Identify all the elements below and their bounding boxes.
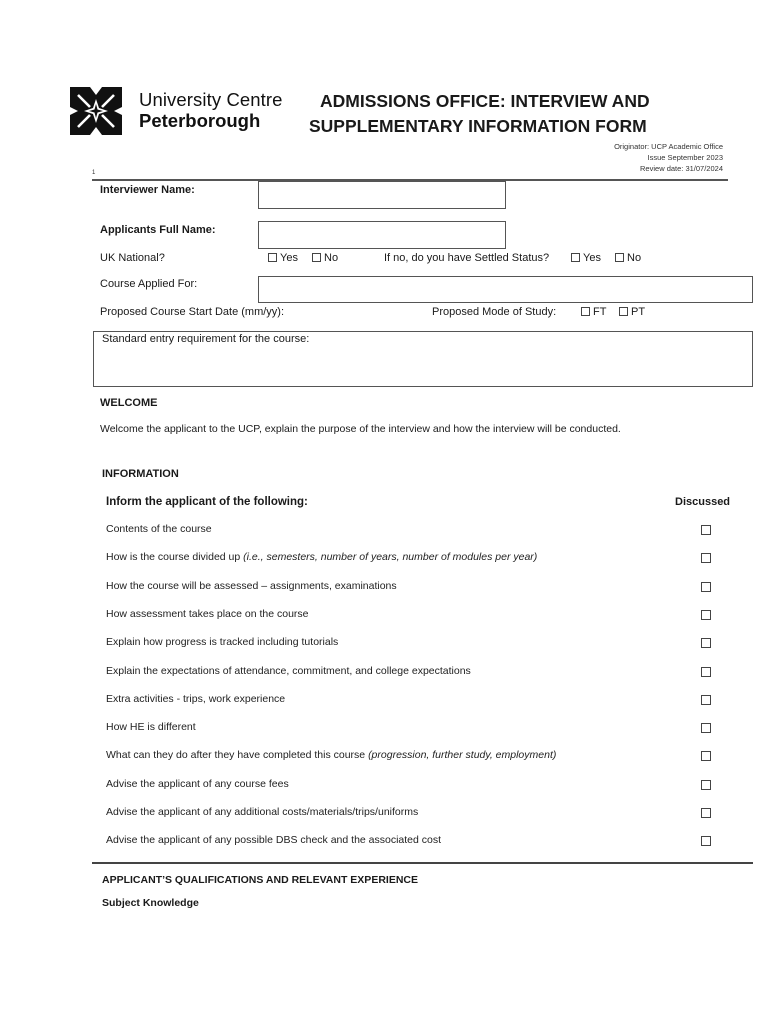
logo-text-line2: Peterborough <box>139 110 261 131</box>
discussed-checkbox[interactable] <box>701 582 711 592</box>
start-date-label: Proposed Course Start Date (mm/yy): <box>100 306 285 318</box>
uk-national-yes-checkbox[interactable] <box>268 253 277 262</box>
qualifications-heading: APPLICANT’S QUALIFICATIONS AND RELEVANT EXPERIENCE <box>102 874 418 886</box>
discussed-checkbox[interactable] <box>701 751 711 761</box>
discussed-checkbox[interactable] <box>701 638 711 648</box>
form-title-line1: ADMISSIONS OFFICE: INTERVIEW AND <box>320 91 650 111</box>
discussed-checkbox[interactable] <box>701 553 711 563</box>
information-item: How the course will be assessed – assignments, examinations <box>106 580 397 592</box>
settled-status-yes-option[interactable]: Yes <box>571 252 601 264</box>
stray-mark: 1 <box>92 170 96 176</box>
information-item: What can they do after they have completed this course (progression, further study, employment) <box>106 749 557 761</box>
information-item: Advise the applicant of any course fees <box>106 778 289 790</box>
discussed-checkbox[interactable] <box>701 610 711 620</box>
welcome-heading: WELCOME <box>100 397 158 409</box>
information-item: Explain how progress is tracked including tutorials <box>106 636 339 648</box>
welcome-text: Welcome the applicant to the UCP, explain the purpose of the interview and how the interview will be conducted. <box>100 423 621 435</box>
logo-text-line1: University Centre <box>139 89 283 110</box>
uk-national-yes-option[interactable]: Yes <box>268 252 298 264</box>
mode-pt-checkbox[interactable] <box>619 307 628 316</box>
issue-note: Issue September 2023 <box>647 153 723 162</box>
university-logo-icon <box>70 87 122 135</box>
settled-status-no-checkbox[interactable] <box>615 253 624 262</box>
discussed-checkbox[interactable] <box>701 723 711 733</box>
mode-of-study-label: Proposed Mode of Study: <box>432 306 557 318</box>
entry-requirement-label: Standard entry requirement for the course: <box>102 333 310 345</box>
entry-requirement-field[interactable] <box>93 331 753 387</box>
discussed-checkbox[interactable] <box>701 695 711 705</box>
mode-pt-option[interactable]: PT <box>619 306 645 318</box>
discussed-column-header: Discussed <box>675 496 731 508</box>
review-date-note: Review date: 31/07/2024 <box>640 164 723 173</box>
information-item: How assessment takes place on the course <box>106 608 309 620</box>
interviewer-name-label: Interviewer Name: <box>100 184 195 196</box>
information-item: Explain the expectations of attendance, commitment, and college expectations <box>106 665 471 677</box>
settled-status-yes-checkbox[interactable] <box>571 253 580 262</box>
uk-national-label: UK National? <box>100 252 165 264</box>
form-title-line2: SUPPLEMENTARY INFORMATION FORM <box>309 116 647 136</box>
mode-ft-checkbox[interactable] <box>581 307 590 316</box>
uk-national-no-checkbox[interactable] <box>312 253 321 262</box>
course-applied-field[interactable] <box>258 276 753 303</box>
settled-status-no-option[interactable]: No <box>615 252 641 264</box>
applicant-name-label: Applicants Full Name: <box>100 224 216 236</box>
inform-subheading: Inform the applicant of the following: <box>106 496 308 508</box>
discussed-checkbox[interactable] <box>701 836 711 846</box>
applicant-name-field[interactable] <box>258 221 506 249</box>
discussed-checkbox[interactable] <box>701 525 711 535</box>
information-heading: INFORMATION <box>102 468 179 480</box>
mode-ft-option[interactable]: FT <box>581 306 606 318</box>
interviewer-name-field[interactable] <box>258 181 506 209</box>
settled-status-label: If no, do you have Settled Status? <box>384 252 550 264</box>
information-item: Advise the applicant of any possible DBS check and the associated cost <box>106 834 442 846</box>
information-item: Extra activities - trips, work experience <box>106 693 286 705</box>
discussed-checkbox[interactable] <box>701 780 711 790</box>
section-divider <box>92 862 753 864</box>
information-item: How HE is different <box>106 721 196 733</box>
information-item: How is the course divided up (i.e., semesters, number of years, number of modules per year) <box>106 551 538 563</box>
discussed-checkbox[interactable] <box>701 667 711 677</box>
discussed-checkbox[interactable] <box>701 808 711 818</box>
uk-national-no-option[interactable]: No <box>312 252 338 264</box>
subject-knowledge-heading: Subject Knowledge <box>102 897 199 909</box>
information-item: Advise the applicant of any additional costs/materials/trips/uniforms <box>106 806 419 818</box>
course-applied-label: Course Applied For: <box>100 278 198 290</box>
information-item: Contents of the course <box>106 523 212 535</box>
originator-note: Originator: UCP Academic Office <box>614 142 723 151</box>
